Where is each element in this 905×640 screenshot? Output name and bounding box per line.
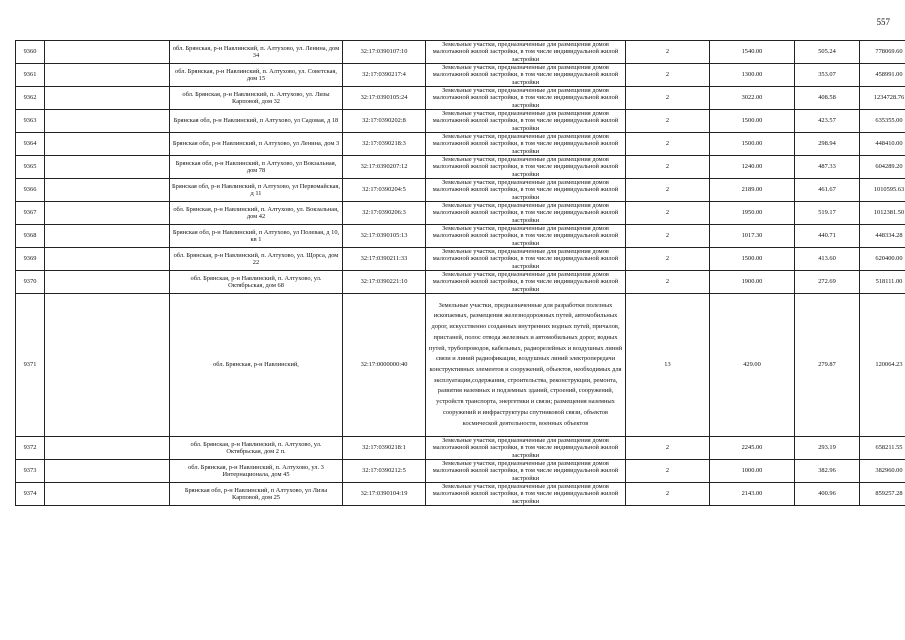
land-use-cell: Земельные участки, предназначенные для размещения домов малоэтажной жилой застройки, в том числе индивидуальной жилой застройки <box>426 483 626 506</box>
category-code-cell: 13 <box>626 294 710 437</box>
land-use-cell: Земельные участки, предназначенные для размещения домов малоэтажной жилой застройки, в том числе индивидуальной жилой застройки <box>426 156 626 179</box>
address-cell: обл. Брянская, р-н Навлинский, <box>170 294 343 437</box>
empty-cell <box>45 271 170 294</box>
category-code-cell: 2 <box>626 248 710 271</box>
cadastral-number-cell: 32:17:0390104:19 <box>343 483 426 506</box>
specific-value-cell: 272.69 <box>795 271 860 294</box>
empty-cell <box>45 41 170 64</box>
cadastral-number-cell: 32:17:0390211:33 <box>343 248 426 271</box>
category-code-cell: 2 <box>626 483 710 506</box>
category-code-cell: 2 <box>626 202 710 225</box>
row-number: 9365 <box>16 156 45 179</box>
area-cell: 1500.00 <box>710 110 795 133</box>
cadastral-value-cell: 859257.28 <box>860 483 905 506</box>
cadastral-value-cell: 1012381.50 <box>860 202 905 225</box>
specific-value-cell: 440.71 <box>795 225 860 248</box>
cadastral-number-cell: 32:17:0390204:5 <box>343 179 426 202</box>
row-number: 9371 <box>16 294 45 437</box>
empty-cell <box>45 202 170 225</box>
category-code-cell: 2 <box>626 225 710 248</box>
page-number: 557 <box>876 17 890 27</box>
specific-value-cell: 487.33 <box>795 156 860 179</box>
empty-cell <box>45 225 170 248</box>
table-row <box>16 64 905 87</box>
area-cell: 1000.00 <box>710 460 795 483</box>
address-cell: Брянская обл, р-н Навлинский, п Алтухово, ул Первомайская, д 11 <box>170 179 343 202</box>
row-number: 9372 <box>16 437 45 460</box>
land-use-cell: Земельные участки, предназначенные для размещения домов малоэтажной жилой застройки, в том числе индивидуальной жилой застройки <box>426 225 626 248</box>
cadastral-number-cell: 32:17:0390221:10 <box>343 271 426 294</box>
empty-cell <box>45 64 170 87</box>
land-use-cell: Земельные участки, предназначенные для размещения домов малоэтажной жилой застройки, в том числе индивидуальной жилой застройки <box>426 87 626 110</box>
specific-value-cell: 382.96 <box>795 460 860 483</box>
table-row <box>16 225 905 248</box>
row-number: 9361 <box>16 64 45 87</box>
land-use-cell: Земельные участки, предназначенные для размещения домов малоэтажной жилой застройки, в том числе индивидуальной жилой застройки <box>426 133 626 156</box>
cadastral-value-cell: 620400.00 <box>860 248 905 271</box>
table-row <box>16 271 905 294</box>
cadastral-number-cell: 32:17:0390105:13 <box>343 225 426 248</box>
land-use-cell: Земельные участки, предназначенные для размещения домов малоэтажной жилой застройки, в том числе индивидуальной жилой застройки <box>426 41 626 64</box>
table-row <box>16 460 905 483</box>
cadastral-value-cell: 635355.00 <box>860 110 905 133</box>
cadastral-value-cell: 604289.20 <box>860 156 905 179</box>
area-cell: 1500.00 <box>710 248 795 271</box>
row-number: 9373 <box>16 460 45 483</box>
row-number: 9370 <box>16 271 45 294</box>
address-cell: обл. Брянская, р-н Навлинский, п. Алтухово, ул. Вокзальная, дом 42 <box>170 202 343 225</box>
cadastral-value-cell: 778069.60 <box>860 41 905 64</box>
specific-value-cell: 505.24 <box>795 41 860 64</box>
land-use-cell: Земельные участки, предназначенные для размещения домов малоэтажной жилой застройки, в том числе индивидуальной жилой застройки <box>426 248 626 271</box>
address-cell: обл. Брянская, р-н Навлинский, п. Алтухово, ул. Октябрьская, дом 2 п. <box>170 437 343 460</box>
specific-value-cell: 461.67 <box>795 179 860 202</box>
address-cell: обл. Брянская, р-н Навлинский, п. Алтухово, ул. Советская, дом 15 <box>170 64 343 87</box>
category-code-cell: 2 <box>626 110 710 133</box>
empty-cell <box>45 156 170 179</box>
table-row <box>16 294 905 437</box>
category-code-cell: 2 <box>626 156 710 179</box>
empty-cell <box>45 248 170 271</box>
address-cell: обл. Брянская, р-н Навлинский, п. Алтухово, ул. Щорса, дом 22 <box>170 248 343 271</box>
area-cell: 1017.30 <box>710 225 795 248</box>
cadastral-number-cell: 32:17:0390105:24 <box>343 87 426 110</box>
cadastral-number-cell: 32:17:0390212:5 <box>343 460 426 483</box>
area-cell: 1540.00 <box>710 41 795 64</box>
cadastral-number-cell: 32:17:0390218:1 <box>343 437 426 460</box>
address-cell: Брянская обл, р-н Навлинский, п Алтухово, ул Полевая, д 10, кв 1 <box>170 225 343 248</box>
area-cell: 3022.00 <box>710 87 795 110</box>
address-cell: обл. Брянская, р-н Навлинский, п. Алтухово, ул. Ленина, дом 34 <box>170 41 343 64</box>
table-row <box>16 133 905 156</box>
area-cell: 1900.00 <box>710 271 795 294</box>
land-registry-table <box>15 40 905 506</box>
category-code-cell: 2 <box>626 64 710 87</box>
category-code-cell: 2 <box>626 271 710 294</box>
area-cell: 2143.00 <box>710 483 795 506</box>
cadastral-number-cell: 32:17:0390107:10 <box>343 41 426 64</box>
area-cell: 1500.00 <box>710 133 795 156</box>
area-cell: 2245.00 <box>710 437 795 460</box>
cadastral-value-cell: 658211.55 <box>860 437 905 460</box>
table-row <box>16 437 905 460</box>
land-use-cell: Земельные участки, предназначенные для размещения домов малоэтажной жилой застройки, в том числе индивидуальной жилой застройки <box>426 110 626 133</box>
row-number: 9363 <box>16 110 45 133</box>
land-use-cell: Земельные участки, предназначенные для размещения домов малоэтажной жилой застройки, в том числе индивидуальной жилой застройки <box>426 460 626 483</box>
empty-cell <box>45 110 170 133</box>
category-code-cell: 2 <box>626 179 710 202</box>
cadastral-value-cell: 448410.00 <box>860 133 905 156</box>
empty-cell <box>45 483 170 506</box>
area-cell: 429.00 <box>710 294 795 437</box>
specific-value-cell: 279.87 <box>795 294 860 437</box>
table-row <box>16 110 905 133</box>
area-cell: 1950.00 <box>710 202 795 225</box>
specific-value-cell: 519.17 <box>795 202 860 225</box>
row-number: 9364 <box>16 133 45 156</box>
cadastral-number-cell: 32:17:0390217:4 <box>343 64 426 87</box>
row-number: 9360 <box>16 41 45 64</box>
row-number: 9362 <box>16 87 45 110</box>
area-cell: 1240.00 <box>710 156 795 179</box>
land-use-cell: Земельные участки, предназначенные для размещения домов малоэтажной жилой застройки, в том числе индивидуальной жилой застройки <box>426 179 626 202</box>
specific-value-cell: 298.94 <box>795 133 860 156</box>
category-code-cell: 2 <box>626 437 710 460</box>
row-number: 9366 <box>16 179 45 202</box>
specific-value-cell: 293.19 <box>795 437 860 460</box>
empty-cell <box>45 437 170 460</box>
address-cell: Брянская обл, р-н Навлинский, п Алтухово, ул Вокзальная, дом 78 <box>170 156 343 179</box>
address-cell: обл. Брянская, р-н Навлинский, п. Алтухово, ул. Октябрьская, дом 68 <box>170 271 343 294</box>
cadastral-value-cell: 120064.23 <box>860 294 905 437</box>
table-row <box>16 87 905 110</box>
cadastral-number-cell: 32:17:0390202:8 <box>343 110 426 133</box>
cadastral-value-cell: 1010595.63 <box>860 179 905 202</box>
empty-cell <box>45 179 170 202</box>
land-use-cell: Земельные участки, предназначенные для размещения домов малоэтажной жилой застройки, в том числе индивидуальной жилой застройки <box>426 437 626 460</box>
address-cell: Брянская обл, р-н Навлинский, п Алтухово, ул Ленина, дом 3 <box>170 133 343 156</box>
address-cell: Брянская обл, р-н Навлинский, п Алтухово, ул Садовая, д 18 <box>170 110 343 133</box>
empty-cell <box>45 294 170 437</box>
empty-cell <box>45 87 170 110</box>
table-body <box>16 41 905 506</box>
category-code-cell: 2 <box>626 133 710 156</box>
cadastral-value-cell: 448334.28 <box>860 225 905 248</box>
area-cell: 2189.00 <box>710 179 795 202</box>
table-row <box>16 483 905 506</box>
table-row <box>16 41 905 64</box>
specific-value-cell: 400.96 <box>795 483 860 506</box>
row-number: 9369 <box>16 248 45 271</box>
land-use-cell: Земельные участки, предназначенные для размещения домов малоэтажной жилой застройки, в том числе индивидуальной жилой застройки <box>426 271 626 294</box>
category-code-cell: 2 <box>626 87 710 110</box>
specific-value-cell: 413.60 <box>795 248 860 271</box>
row-number: 9374 <box>16 483 45 506</box>
area-cell: 1300.00 <box>710 64 795 87</box>
row-number: 9368 <box>16 225 45 248</box>
land-use-cell: Земельные участки, предназначенные для разработки полезных ископаемых, размещения железнодорожных путей, автомобильных дорог, искусственно созданных внутренних водных путей, причалов, пристаней, полос отвода железных и автомобильных дорог, водных путей, трубопроводов, кабельных, радиорелейных и воздушных линий связи и линий радиофикации, воздушных линий электропередачи конструктивных элементов и сооружений, объектов, необходимых для эксплуатации,содержания, строительства, реконструкции, ремонта, развития наземных и подземных зданий, строений, сооружений, устройств транспорта, энергетики и связи; размещения наземных сооружений и инфраструктуры спутниковой связи, объектов космической деятельности, военных объектов <box>426 294 626 437</box>
cadastral-number-cell: 32:17:0000000:40 <box>343 294 426 437</box>
cadastral-value-cell: 1234728.76 <box>860 87 905 110</box>
table-row <box>16 248 905 271</box>
cadastral-value-cell: 458991.00 <box>860 64 905 87</box>
category-code-cell: 2 <box>626 41 710 64</box>
cadastral-number-cell: 32:17:0390206:3 <box>343 202 426 225</box>
land-use-cell: Земельные участки, предназначенные для размещения домов малоэтажной жилой застройки, в том числе индивидуальной жилой застройки <box>426 64 626 87</box>
table-row <box>16 202 905 225</box>
specific-value-cell: 423.57 <box>795 110 860 133</box>
row-number: 9367 <box>16 202 45 225</box>
specific-value-cell: 353.07 <box>795 64 860 87</box>
empty-cell <box>45 133 170 156</box>
address-cell: обл. Брянская, р-н Навлинский, п. Алтухово, ул. Лизы Карповой, дом 32 <box>170 87 343 110</box>
category-code-cell: 2 <box>626 460 710 483</box>
table-row <box>16 156 905 179</box>
empty-cell <box>45 460 170 483</box>
cadastral-value-cell: 382960.00 <box>860 460 905 483</box>
land-use-cell: Земельные участки, предназначенные для размещения домов малоэтажной жилой застройки, в том числе индивидуальной жилой застройки <box>426 202 626 225</box>
cadastral-value-cell: 518111.00 <box>860 271 905 294</box>
cadastral-number-cell: 32:17:0390218:3 <box>343 133 426 156</box>
table-row <box>16 179 905 202</box>
cadastral-number-cell: 32:17:0390207:12 <box>343 156 426 179</box>
address-cell: Брянская обл, р-н Навлинский, п Алтухово, ул Лизы Карповой, дом 25 <box>170 483 343 506</box>
specific-value-cell: 408.58 <box>795 87 860 110</box>
address-cell: обл. Брянская, р-н Навлинский, п. Алтухово, ул. 3 Интернационала, дом 45 <box>170 460 343 483</box>
